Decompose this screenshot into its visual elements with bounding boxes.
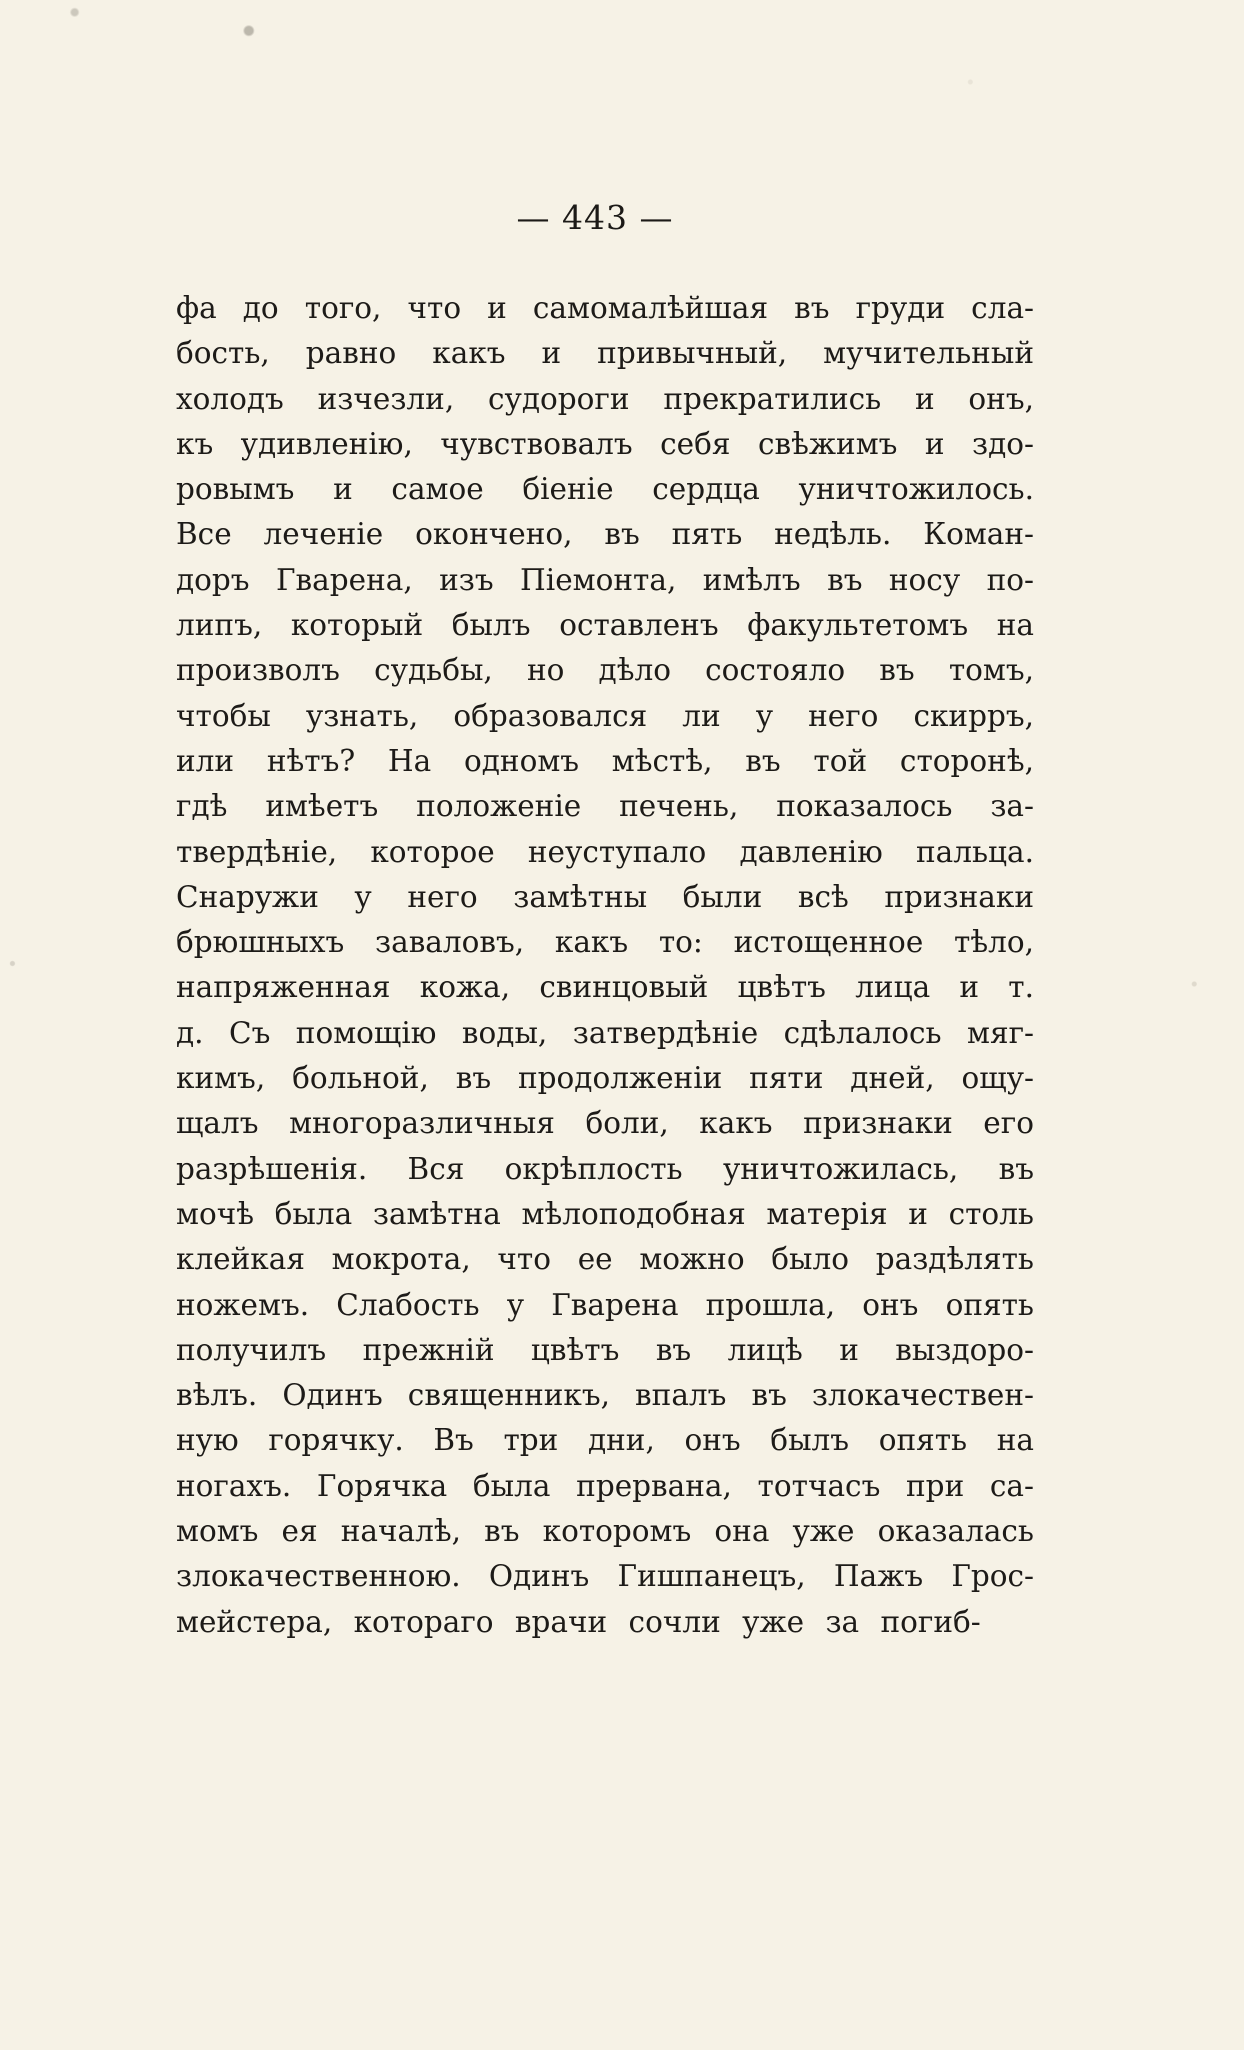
text-line: ную горячку. Въ три дни, онъ былъ опять на xyxy=(176,1423,1034,1458)
text-line: доръ Гварена, изъ Піемонта, имѣлъ въ носу по- xyxy=(176,562,1034,597)
text-line: брюшныхъ заваловъ, какъ то: истощенное тѣло, xyxy=(176,925,1034,960)
text-line: клейкая мокрота, что ее можно было раздѣлять xyxy=(176,1242,1034,1277)
text-line: напряженная кожа, свинцовый цвѣтъ лица и т. xyxy=(176,970,1034,1005)
text-line: разрѣшенія. Вся окрѣплость уничтожилась, въ xyxy=(176,1151,1034,1186)
text-line: липъ, который былъ оставленъ факультетомъ на xyxy=(176,608,1034,643)
text-line: ровымъ и самое біеніе сердца уничтожилось. xyxy=(176,472,1034,507)
text-line: Снаружи у него замѣтны были всѣ признаки xyxy=(176,879,1034,914)
text-line: злокачественною. Одинъ Гишпанецъ, Пажъ Грос- xyxy=(176,1559,1034,1594)
text-line: Все леченіе окончено, въ пять недѣль. Коман- xyxy=(176,517,1034,552)
text-line: твердѣніе, которое неуступало давленію пальца. xyxy=(176,834,1034,869)
text-line: гдѣ имѣетъ положеніе печень, показалось за- xyxy=(176,789,1034,824)
text-line: щалъ многоразличныя боли, какъ признаки его xyxy=(176,1106,1034,1141)
text-line: мейстера, котораго врачи сочли уже за погиб- xyxy=(176,1604,981,1639)
text-line: фа до того, что и самомалѣйшая въ груди сла- xyxy=(176,291,1034,325)
text-line: мочѣ была замѣтна мѣлоподобная матерія и столь xyxy=(176,1196,1034,1231)
text-line: чтобы узнать, образовался ли у него скирръ, xyxy=(176,698,1034,733)
text-line: д. Съ помощію воды, затвердѣніе сдѣлалось мяг- xyxy=(176,1015,1034,1050)
text-line: получилъ прежній цвѣтъ въ лицѣ и выздоро- xyxy=(176,1332,1034,1367)
body-text xyxy=(176,286,1034,1645)
text-line: бость, равно какъ и привычный, мучительный xyxy=(176,336,1034,371)
text-line: холодъ изчезли, судороги прекратились и онъ, xyxy=(176,381,1034,416)
text-line: къ удивленію, чувствовалъ себя свѣжимъ и здо- xyxy=(176,426,1034,461)
text-line: произволъ судьбы, но дѣло состояло въ томъ, xyxy=(176,653,1034,688)
text-line: или нѣтъ? На одномъ мѣстѣ, въ той сторонѣ, xyxy=(176,743,1034,778)
text-line: момъ ея началѣ, въ которомъ она уже оказалась xyxy=(176,1514,1034,1549)
page-number: — 443 — xyxy=(516,198,674,237)
text-line: кимъ, больной, въ продолженіи пяти дней, ощу- xyxy=(176,1061,1034,1096)
text-line: ножемъ. Слабость у Гварена прошла, онъ опять xyxy=(176,1287,1034,1322)
text-line: вѣлъ. Одинъ священникъ, впалъ въ злокачествен- xyxy=(176,1378,1034,1413)
text-line: ногахъ. Горячка была прервана, тотчасъ при са- xyxy=(176,1468,1034,1503)
